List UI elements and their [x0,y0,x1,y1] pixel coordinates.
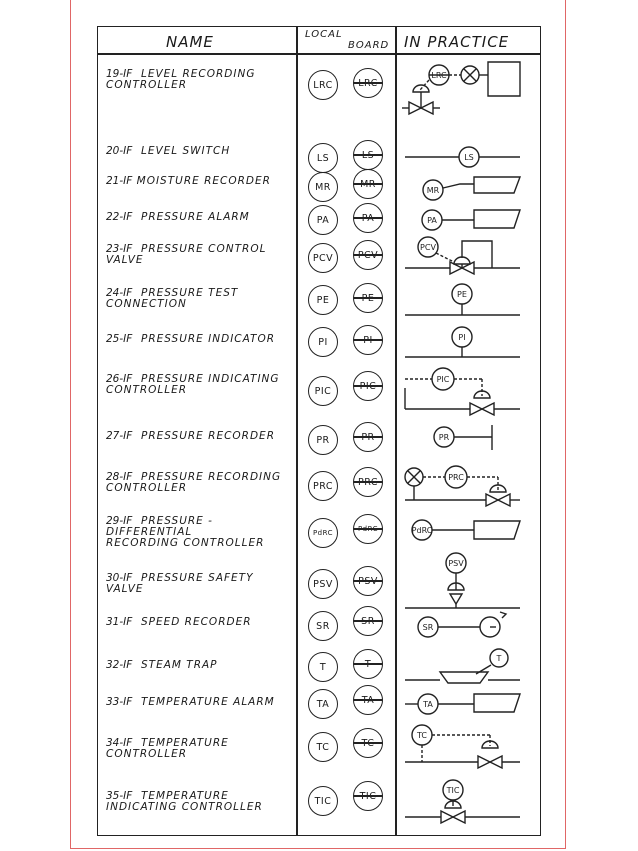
row-27-name: 27-IF PRESSURE RECORDER [106,430,275,442]
svg-text:PR: PR [438,433,450,442]
local-symbol-pdrc: PdRC [308,518,338,548]
row-34-name: 34-IF TEMPERATURE CONTROLLER [106,737,229,760]
row-29-name: 29-IF PRESSURE - DIFFERENTIAL RECORDING CONTROLLER [106,515,265,549]
svg-text:PIC: PIC [436,375,450,384]
practice-pa [422,210,520,230]
practice-ta [405,694,520,714]
local-symbol-mr: MR [308,172,338,202]
local-symbol-tic: TIC [308,786,338,816]
row-21-name: 21-IF MOISTURE RECORDER [106,175,271,187]
practice-tc [405,725,520,768]
local-symbol-pcv: PCV [308,243,338,273]
local-symbol-prc: PRC [308,471,338,501]
practice-mr [423,177,520,200]
svg-text:PCV: PCV [420,243,436,252]
local-symbol-pr: PR [308,425,338,455]
local-symbol-pic: PIC [308,376,338,406]
practice-pe [405,284,520,315]
row-28-name: 28-IF PRESSURE RECORDING CONTROLLER [106,471,282,494]
svg-text:PA: PA [427,216,437,225]
row-25-name: 25-IF PRESSURE INDICATOR [106,333,276,345]
svg-text:PE: PE [457,290,467,299]
row-22-name: 22-IF PRESSURE ALARM [106,211,250,223]
practice-pi [405,327,520,357]
local-symbol-lrc: LRC [308,70,338,100]
local-symbol-tc: TC [308,732,338,762]
row-32-name: 32-IF STEAM TRAP [106,659,218,671]
svg-text:PSV: PSV [448,559,464,568]
local-symbol-pe: PE [308,285,338,315]
practice-pdrc [412,520,520,540]
svg-text:PRC: PRC [448,473,464,482]
row-35-name: 35-IF TEMPERATURE INDICATING CONTROLLER [106,790,263,813]
practice-label-lrc: LRC [431,71,447,80]
row-19-name: 19-IF LEVEL RECORDING CONTROLLER [106,68,256,91]
practice-prc [405,466,520,506]
svg-text:MR: MR [426,186,440,195]
practice-pic [405,368,520,415]
row-31-name: 31-IF SPEED RECORDER [106,616,252,628]
row-23-name: 23-IF PRESSURE CONTROL VALVE [106,243,267,266]
header-in-practice: IN PRACTICE [404,33,510,51]
svg-text:PdRC: PdRC [411,526,433,535]
header-board: BOARD [348,40,390,51]
practice-pcv [405,237,520,274]
local-symbol-pa: PA [308,205,338,235]
svg-text:T: T [496,654,502,663]
header-local: LOCAL [305,29,343,40]
row-24-name: 24-IF PRESSURE TEST CONNECTION [106,287,239,310]
row-30-name: 30-IF PRESSURE SAFETY VALVE [106,572,254,595]
practice-pr [434,425,492,450]
practice-tic [405,780,520,823]
header-name: NAME [166,33,214,51]
practice-psv [405,553,520,608]
practice-t [405,649,520,683]
local-symbol-ta: TA [308,689,338,719]
row-33-name: 33-IF TEMPERATURE ALARM [106,696,275,708]
svg-text:TC: TC [416,731,428,740]
svg-text:PI: PI [458,333,466,342]
svg-text:TIC: TIC [446,786,460,795]
practice-sr [418,612,506,637]
svg-text:LS: LS [464,153,474,162]
local-symbol-t: T [308,652,338,682]
practice-ls [405,147,520,167]
svg-text:SR: SR [422,623,434,632]
practice-lrc [402,62,520,114]
row-20-name: 20-IF LEVEL SWITCH [106,145,231,157]
local-symbol-sr: SR [308,611,338,641]
row-26-name: 26-IF PRESSURE INDICATING CONTROLLER [106,373,280,396]
local-symbol-pi: PI [308,327,338,357]
local-symbol-ls: LS [308,143,338,173]
svg-text:TA: TA [423,700,433,709]
local-symbol-psv: PSV [308,569,338,599]
